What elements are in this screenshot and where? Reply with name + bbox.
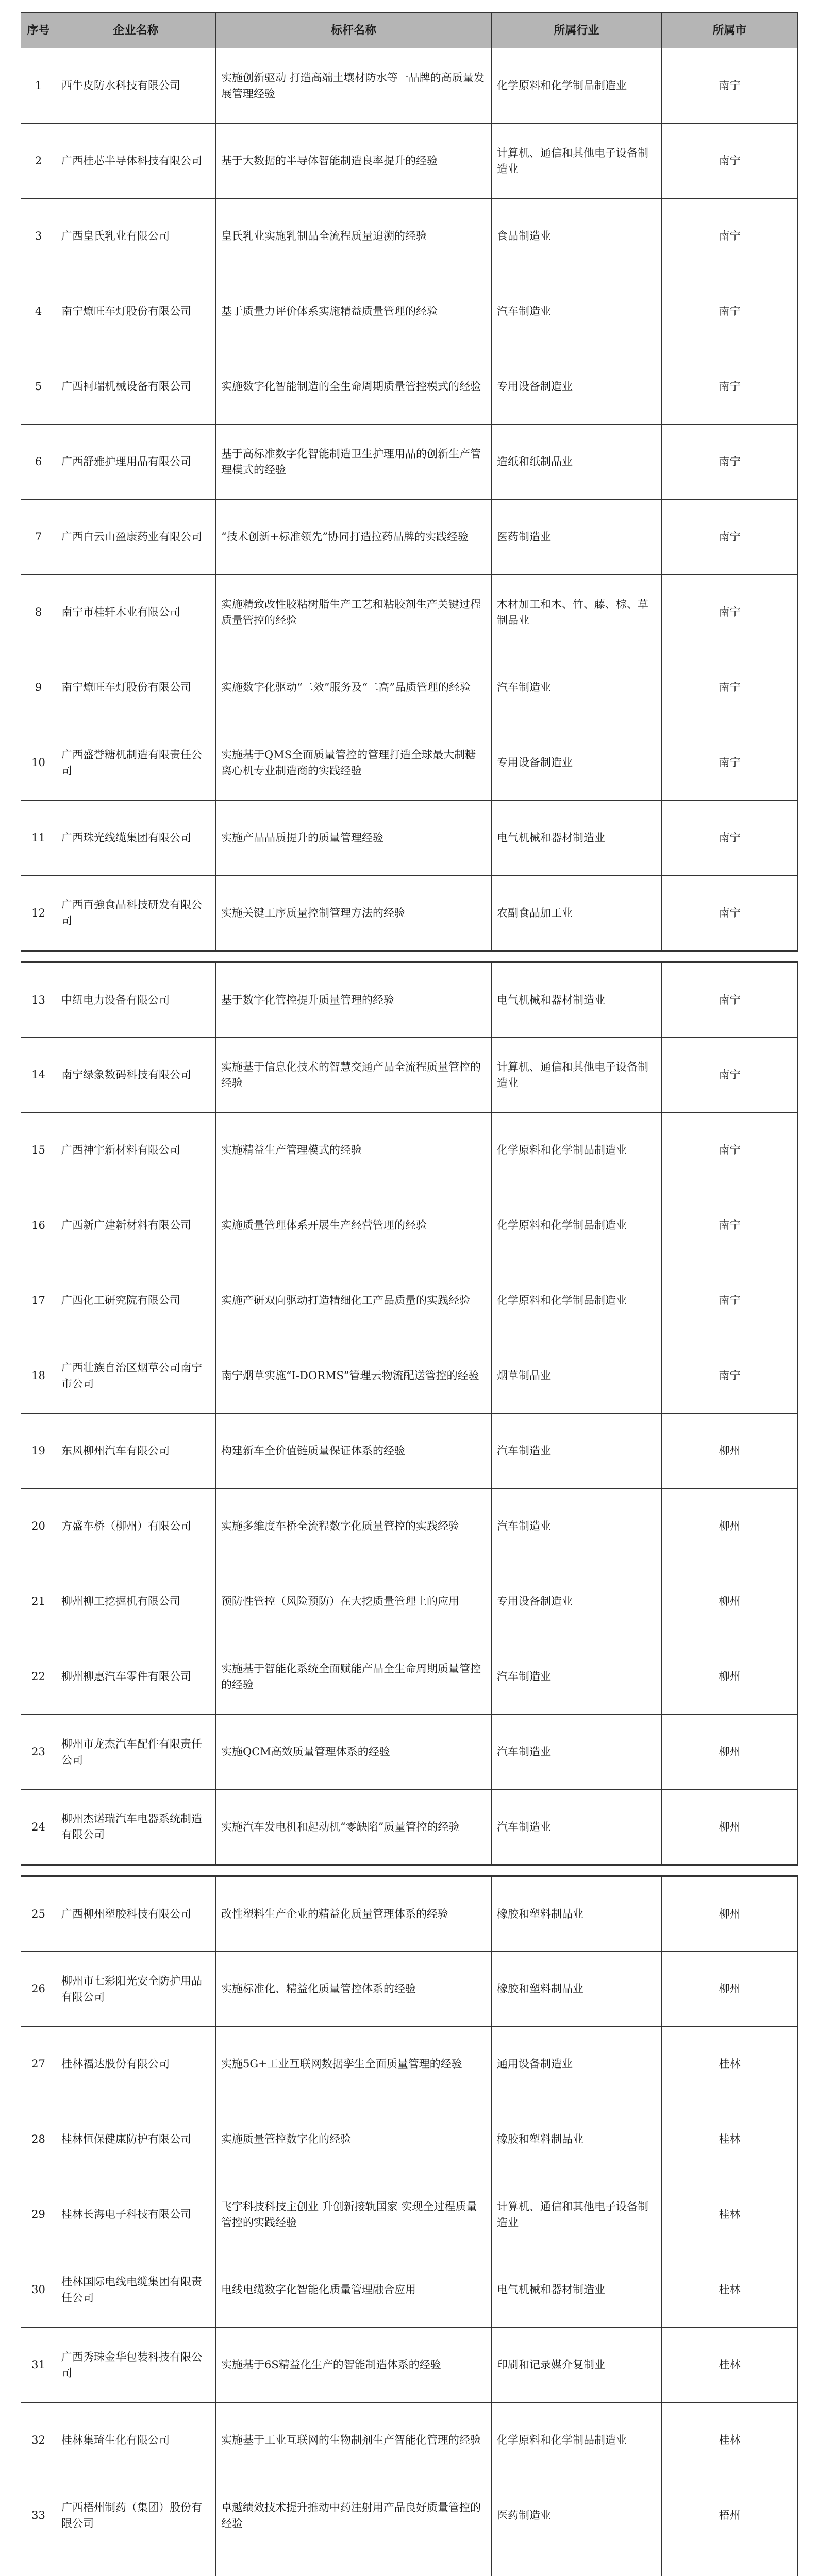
cell-benchmark-title <box>216 2553 492 2576</box>
cell-benchmark-title: 实施数字化智能制造的全生命周期质量管控模式的经验 <box>216 349 492 425</box>
cell-benchmark-title: 实施基于信息化技术的智慧交通产品全流程质量管控的经验 <box>216 1038 492 1113</box>
cell-city: 桂林 <box>662 2177 798 2252</box>
cell-industry: 化学原料和化学制品制造业 <box>492 2403 662 2478</box>
cell-no: 15 <box>21 1113 56 1188</box>
cell-no: 31 <box>21 2328 56 2403</box>
cell-industry: 计算机、通信和其他电子设备制造业 <box>492 1038 662 1113</box>
cell-company: 广西桂芯半导体科技有限公司 <box>56 124 216 199</box>
cell-benchmark-title: 实施产品品质提升的质量管理经验 <box>216 801 492 876</box>
cell-city: 桂林 <box>662 2252 798 2328</box>
cell-no: 25 <box>21 1876 56 1952</box>
table-row <box>21 2478 798 2553</box>
cell-company: 南宁燎旺车灯股份有限公司 <box>56 274 216 349</box>
cell-no: 16 <box>21 1188 56 1263</box>
cell-city: 南宁 <box>662 48 798 124</box>
cell-industry: 化学原料和化学制品制造业 <box>492 1113 662 1188</box>
cell-benchmark-title: 基于质量力评价体系实施精益质量管理的经验 <box>216 274 492 349</box>
cell-company: 柳州市龙杰汽车配件有限责任公司 <box>56 1715 216 1790</box>
cell-company: 广西壮族自治区烟草公司南宁市公司 <box>56 1338 216 1414</box>
cell-industry: 汽车制造业 <box>492 1790 662 1865</box>
cell-industry: 汽车制造业 <box>492 1414 662 1489</box>
cell-company: 柳州柳惠汽车零件有限公司 <box>56 1639 216 1715</box>
table-row <box>21 425 798 500</box>
cell-city: 南宁 <box>662 801 798 876</box>
cell-city: 桂林 <box>662 2328 798 2403</box>
cell-industry: 化学原料和化学制品制造业 <box>492 1263 662 1338</box>
cell-industry: 计算机、通信和其他电子设备制造业 <box>492 124 662 199</box>
page-break-gap <box>21 1865 798 1876</box>
cell-industry: 电气机械和器材制造业 <box>492 962 662 1038</box>
cell-city: 南宁 <box>662 1038 798 1113</box>
table-row <box>21 199 798 274</box>
cell-benchmark-title: 预防性管控（风险预防）在大挖质量管理上的应用 <box>216 1564 492 1639</box>
cell-industry: 橡胶和塑料制品业 <box>492 1952 662 2027</box>
header-industry: 所属行业 <box>492 13 662 48</box>
cell-city: 梧州 <box>662 2478 798 2553</box>
cell-industry: 食品制造业 <box>492 199 662 274</box>
cell-benchmark-title: 改性塑料生产企业的精益化质量管理体系的经验 <box>216 1876 492 1952</box>
cell-company: 南宁市桂轩木业有限公司 <box>56 575 216 650</box>
cell-city <box>662 2553 798 2576</box>
cell-no: 10 <box>21 725 56 801</box>
cell-no: 3 <box>21 199 56 274</box>
table-row <box>21 274 798 349</box>
cell-no: 1 <box>21 48 56 124</box>
cell-city: 柳州 <box>662 1414 798 1489</box>
cell-company: 中纽电力设备有限公司 <box>56 962 216 1038</box>
cell-industry: 烟草制品业 <box>492 1338 662 1414</box>
table-row <box>21 124 798 199</box>
table-row <box>21 500 798 575</box>
cell-no: 23 <box>21 1715 56 1790</box>
cell-benchmark-title: 实施5G+工业互联网数据孪生全面质量管理的经验 <box>216 2027 492 2102</box>
cell-no: 22 <box>21 1639 56 1715</box>
cell-no: 18 <box>21 1338 56 1414</box>
cell-benchmark-title: “技术创新+标准领先”协同打造拉药品牌的实践经验 <box>216 500 492 575</box>
cell-city: 南宁 <box>662 349 798 425</box>
header-company: 企业名称 <box>56 13 216 48</box>
cell-company: 广西盛誉糖机制造有限责任公司 <box>56 725 216 801</box>
table-row <box>21 650 798 725</box>
cell-benchmark-title: 南宁烟草实施“I-DORMS”管理云物流配送管控的经验 <box>216 1338 492 1414</box>
cell-city: 柳州 <box>662 1790 798 1865</box>
cell-no: 17 <box>21 1263 56 1338</box>
cell-benchmark-title: 实施多维度车桥全流程数字化质量管控的实践经验 <box>216 1489 492 1564</box>
cell-benchmark-title: 实施数字化驱动“二效”服务及“二高”品质管理的经验 <box>216 650 492 725</box>
cell-city: 南宁 <box>662 650 798 725</box>
table-row <box>21 2027 798 2102</box>
table-row <box>21 1338 798 1414</box>
cell-no: 13 <box>21 962 56 1038</box>
cell-no <box>21 2553 56 2576</box>
table-row <box>21 1414 798 1489</box>
cell-industry: 橡胶和塑料制品业 <box>492 1876 662 1952</box>
table-row <box>21 349 798 425</box>
cell-no: 24 <box>21 1790 56 1865</box>
cell-benchmark-title: 实施创新驱动 打造高端土壤材防水等一品牌的高质量发展管理经验 <box>216 48 492 124</box>
cell-benchmark-title: 实施精益生产管理模式的经验 <box>216 1113 492 1188</box>
cell-benchmark-title: 构建新车全价值链质量保证体系的经验 <box>216 1414 492 1489</box>
cell-no: 11 <box>21 801 56 876</box>
table-row <box>21 1639 798 1715</box>
cell-city: 桂林 <box>662 2102 798 2177</box>
cell-no: 33 <box>21 2478 56 2553</box>
cell-benchmark-title: 卓越绩效技术提升推动中药注射用产品良好质量管控的经验 <box>216 2478 492 2553</box>
cell-benchmark-title: 实施精致改性胶粘树脂生产工艺和粘胶剂生产关键过程质量管控的经验 <box>216 575 492 650</box>
cell-benchmark-title: 实施基于QMS全面质量管控的管理打造全球最大制糖离心机专业制造商的实践经验 <box>216 725 492 801</box>
cell-industry: 木材加工和木、竹、藤、棕、草制品业 <box>492 575 662 650</box>
cell-industry: 汽车制造业 <box>492 1639 662 1715</box>
cell-no: 6 <box>21 425 56 500</box>
cell-city: 柳州 <box>662 1715 798 1790</box>
cell-city: 柳州 <box>662 1639 798 1715</box>
table-header-row <box>21 13 798 48</box>
cell-company: 柳州市七彩阳光安全防护用品有限公司 <box>56 1952 216 2027</box>
cell-no: 29 <box>21 2177 56 2252</box>
cell-industry <box>492 2553 662 2576</box>
cell-benchmark-title: 实施质量管理体系开展生产经营管理的经验 <box>216 1188 492 1263</box>
cell-city: 南宁 <box>662 274 798 349</box>
cell-industry: 汽车制造业 <box>492 274 662 349</box>
cell-no: 30 <box>21 2252 56 2328</box>
cell-no: 14 <box>21 1038 56 1113</box>
table-row <box>21 1876 798 1952</box>
cell-company: 广西柳州塑胶科技有限公司 <box>56 1876 216 1952</box>
cell-industry: 印刷和记录媒介复制业 <box>492 2328 662 2403</box>
cell-benchmark-title: 电线电缆数字化智能化质量管理融合应用 <box>216 2252 492 2328</box>
table-row <box>21 2403 798 2478</box>
table-row <box>21 48 798 124</box>
cell-benchmark-title: 实施基于智能化系统全面赋能产品全生命周期质量管控的经验 <box>216 1639 492 1715</box>
cell-company: 广西柯瑞机械设备有限公司 <box>56 349 216 425</box>
cell-no: 7 <box>21 500 56 575</box>
cell-company: 广西梧州制药（集团）股份有限公司 <box>56 2478 216 2553</box>
cell-industry: 电气机械和器材制造业 <box>492 801 662 876</box>
cell-company: 广西珠光线缆集团有限公司 <box>56 801 216 876</box>
table-row <box>21 2328 798 2403</box>
header-no: 序号 <box>21 13 56 48</box>
cell-company: 东风柳州汽车有限公司 <box>56 1414 216 1489</box>
cell-industry: 专用设备制造业 <box>492 1564 662 1639</box>
cell-city: 南宁 <box>662 1113 798 1188</box>
cell-city: 南宁 <box>662 425 798 500</box>
cell-company: 桂林恒保健康防护有限公司 <box>56 2102 216 2177</box>
cell-industry: 计算机、通信和其他电子设备制造业 <box>492 2177 662 2252</box>
table-row <box>21 1790 798 1865</box>
cell-benchmark-title: 基于高标准数字化智能制造卫生护理用品的创新生产管理模式的经验 <box>216 425 492 500</box>
table-row <box>21 962 798 1038</box>
cell-company: 广西皇氏乳业有限公司 <box>56 199 216 274</box>
cell-company: 广西百強食品科技研发有限公司 <box>56 876 216 951</box>
table-row <box>21 1113 798 1188</box>
cell-industry: 专用设备制造业 <box>492 725 662 801</box>
cell-company: 桂林国际电线电缆集团有限责任公司 <box>56 2252 216 2328</box>
cell-industry: 专用设备制造业 <box>492 349 662 425</box>
table-row <box>21 1564 798 1639</box>
cell-industry: 汽车制造业 <box>492 1489 662 1564</box>
cell-company: 桂林长海电子科技有限公司 <box>56 2177 216 2252</box>
cell-industry: 汽车制造业 <box>492 1715 662 1790</box>
cell-industry: 汽车制造业 <box>492 650 662 725</box>
cell-company: 广西白云山盈康药业有限公司 <box>56 500 216 575</box>
cell-no: 5 <box>21 349 56 425</box>
cell-city: 南宁 <box>662 725 798 801</box>
table-row <box>21 1188 798 1263</box>
cell-city: 柳州 <box>662 1952 798 2027</box>
cell-no: 21 <box>21 1564 56 1639</box>
table-row <box>21 575 798 650</box>
table-row <box>21 2553 798 2576</box>
table-row <box>21 2177 798 2252</box>
cell-city: 南宁 <box>662 1338 798 1414</box>
table-row <box>21 876 798 951</box>
cell-city: 柳州 <box>662 1489 798 1564</box>
table-row <box>21 2252 798 2328</box>
cell-company: 柳州柳工挖掘机有限公司 <box>56 1564 216 1639</box>
cell-industry: 造纸和纸制品业 <box>492 425 662 500</box>
cell-benchmark-title: 皇氏乳业实施乳制品全流程质量追溯的经验 <box>216 199 492 274</box>
cell-city: 桂林 <box>662 2027 798 2102</box>
cell-no: 4 <box>21 274 56 349</box>
cell-benchmark-title: 实施基于工业互联网的生物制剂生产智能化管理的经验 <box>216 2403 492 2478</box>
cell-benchmark-title: 基于数字化管控提升质量管理的经验 <box>216 962 492 1038</box>
cell-industry: 橡胶和塑料制品业 <box>492 2102 662 2177</box>
cell-city: 南宁 <box>662 199 798 274</box>
cell-company: 广西神宇新材料有限公司 <box>56 1113 216 1188</box>
cell-no: 26 <box>21 1952 56 2027</box>
cell-no: 28 <box>21 2102 56 2177</box>
cell-company: 柳州杰诺瑞汽车电器系统制造有限公司 <box>56 1790 216 1865</box>
cell-industry: 化学原料和化学制品制造业 <box>492 48 662 124</box>
table-row <box>21 1715 798 1790</box>
cell-no: 12 <box>21 876 56 951</box>
cell-company: 桂林集琦生化有限公司 <box>56 2403 216 2478</box>
cell-benchmark-title: 飞宇科技科技主创业 升创新接轨国家 实现全过程质量管控的实践经验 <box>216 2177 492 2252</box>
table-row <box>21 801 798 876</box>
table-body <box>21 48 798 2576</box>
benchmark-table <box>21 12 798 2576</box>
header-city: 所属市 <box>662 13 798 48</box>
cell-no: 8 <box>21 575 56 650</box>
table-row <box>21 1038 798 1113</box>
cell-company: 西牛皮防水科技有限公司 <box>56 48 216 124</box>
cell-benchmark-title: 实施关键工序质量控制管理方法的经验 <box>216 876 492 951</box>
cell-company <box>56 2553 216 2576</box>
cell-city: 南宁 <box>662 500 798 575</box>
cell-benchmark-title: 实施产研双向驱动打造精细化工产品质量的实践经验 <box>216 1263 492 1338</box>
cell-industry: 医药制造业 <box>492 500 662 575</box>
cell-no: 32 <box>21 2403 56 2478</box>
cell-no: 9 <box>21 650 56 725</box>
cell-benchmark-title: 实施质量管控数字化的经验 <box>216 2102 492 2177</box>
table-row <box>21 1489 798 1564</box>
cell-city: 柳州 <box>662 1564 798 1639</box>
cell-benchmark-title: 基于大数据的半导体智能制造良率提升的经验 <box>216 124 492 199</box>
cell-benchmark-title: 实施QCM高效质量管理体系的经验 <box>216 1715 492 1790</box>
cell-city: 桂林 <box>662 2403 798 2478</box>
table-row <box>21 725 798 801</box>
cell-benchmark-title: 实施标准化、精益化质量管控体系的经验 <box>216 1952 492 2027</box>
cell-company: 方盛车桥（柳州）有限公司 <box>56 1489 216 1564</box>
cell-no: 27 <box>21 2027 56 2102</box>
cell-no: 2 <box>21 124 56 199</box>
table-row <box>21 2102 798 2177</box>
cell-industry: 农副食品加工业 <box>492 876 662 951</box>
table-row <box>21 1263 798 1338</box>
cell-city: 南宁 <box>662 962 798 1038</box>
cell-company: 广西秀珠金华包装科技有限公司 <box>56 2328 216 2403</box>
cell-no: 20 <box>21 1489 56 1564</box>
cell-industry: 化学原料和化学制品制造业 <box>492 1188 662 1263</box>
table-row <box>21 1952 798 2027</box>
cell-city: 南宁 <box>662 876 798 951</box>
cell-industry: 电气机械和器材制造业 <box>492 2252 662 2328</box>
cell-industry: 医药制造业 <box>492 2478 662 2553</box>
cell-company: 桂林福达股份有限公司 <box>56 2027 216 2102</box>
cell-city: 南宁 <box>662 575 798 650</box>
cell-company: 广西新广建新材料有限公司 <box>56 1188 216 1263</box>
page-break-gap <box>21 951 798 962</box>
cell-city: 南宁 <box>662 1188 798 1263</box>
header-title: 标杆名称 <box>216 13 492 48</box>
cell-city: 柳州 <box>662 1876 798 1952</box>
cell-city: 南宁 <box>662 124 798 199</box>
cell-benchmark-title: 实施基于6S精益化生产的智能制造体系的经验 <box>216 2328 492 2403</box>
cell-city: 南宁 <box>662 1263 798 1338</box>
cell-company: 南宁燎旺车灯股份有限公司 <box>56 650 216 725</box>
cell-company: 广西化工研究院有限公司 <box>56 1263 216 1338</box>
cell-no: 19 <box>21 1414 56 1489</box>
cell-industry: 通用设备制造业 <box>492 2027 662 2102</box>
cell-company: 广西舒雅护理用品有限公司 <box>56 425 216 500</box>
cell-benchmark-title: 实施汽车发电机和起动机“零缺陷”质量管控的经验 <box>216 1790 492 1865</box>
cell-company: 南宁绿象数码科技有限公司 <box>56 1038 216 1113</box>
